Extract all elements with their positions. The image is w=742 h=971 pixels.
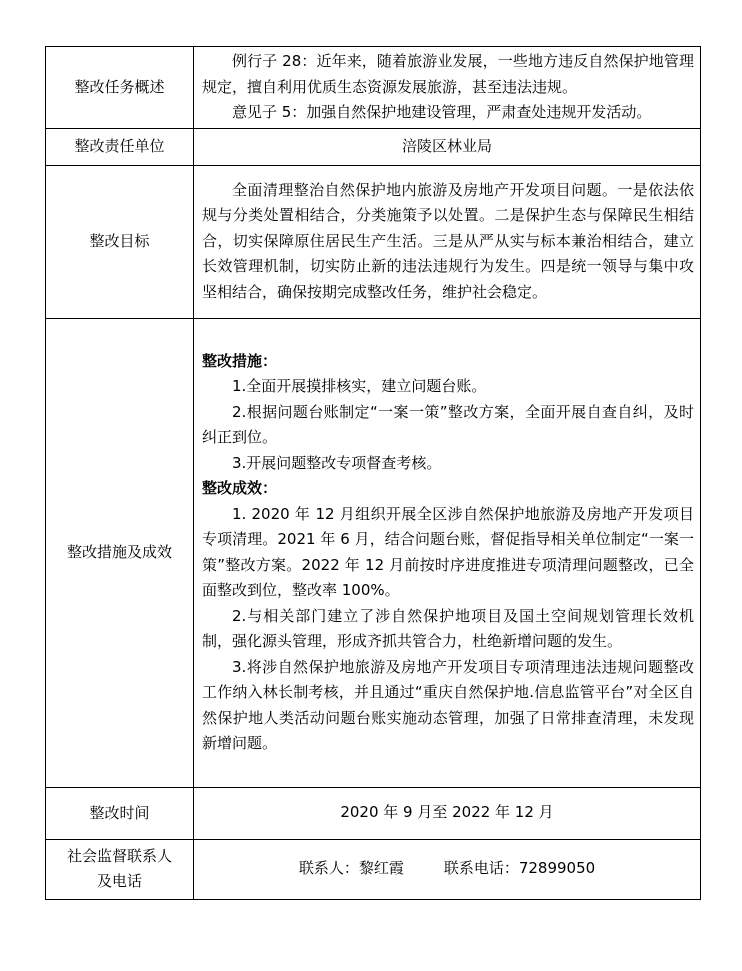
goal-text: 全面清理整治自然保护地内旅游及房地产开发项目问题。一是依法依规与分类处置相结合，分类施策予以处置。二是保护生态与保障民生相结合，切实保障原住居民生产生活。三是从严从实与标本兼治相结合，建立长效管理机制，切实防止新的违法违规行为发生。四是统一领导与集中攻坚相结合，确保按期完成整改任务，维护社会稳定。 [202,180,694,301]
results-heading: 整改成效： [202,479,278,497]
value-measures [194,318,701,787]
label-contact-line-1: 社会监督联系人 [66,847,172,865]
measure-item: 1.全面开展摸排核实，建立问题台账。 [232,377,487,395]
value-goal [194,165,701,318]
value-unit: 涪陵区林业局 [194,128,701,165]
row-measures [46,318,701,787]
label-goal: 整改目标 [46,165,194,318]
label-contact [46,839,194,899]
row-contact [46,839,701,899]
row-goal [46,165,701,318]
label-time: 整改时间 [46,787,194,839]
row-unit [46,128,701,165]
value-time: 2020 年 9 月至 2022 年 12 月 [194,787,701,839]
overview-line-2: 意见子 5：加强自然保护地建设管理，严肃查处违规开发活动。 [232,103,652,121]
label-measures: 整改措施及成效 [46,318,194,787]
measure-item: 2.根据问题台账制定“一案一策”整改方案，全面开展自查自纠，及时纠正到位。 [202,402,694,446]
result-item: 3.将涉自然保护地旅游及房地产开发项目专项清理违法违规问题整改工作纳入林长制考核，并且通过“重庆自然保护地.信息监管平台”对全区自然保护地人类活动问题台账实施动态管理，加强了日常排查清理，未发现新增问题。 [202,657,694,752]
overview-line-1: 例行子 28：近年来，随着旅游业发展，一些地方违反自然保护地管理规定，擅自利用优质生态资源发展旅游，甚至违法违规。 [202,52,694,96]
result-item: 1. 2020 年 12 月组织开展全区涉自然保护地旅游及房地产开发项目专项清理。2021 年 6 月，结合问题台账，督促指导相关单位制定“一案一策”整改方案。2022 年 12 月前按时序进度推进专项清理问题整改，已全面整改到位，整改率 100%。 [202,504,694,599]
value-overview [194,47,701,129]
label-contact-line-2: 及电话 [96,872,142,890]
label-unit: 整改责任单位 [46,128,194,165]
row-overview [46,47,701,129]
result-item: 2.与相关部门建立了涉自然保护地项目及国土空间规划管理长效机制，强化源头管理，形成齐抓共管合力，杜绝新增问题的发生。 [202,606,694,650]
contact-person: 联系人：黎红霞 [298,859,404,878]
rectification-table [45,46,701,900]
row-time [46,787,701,839]
measures-heading: 整改措施： [202,351,278,370]
contact-phone: 联系电话：72899050 [443,859,596,878]
measure-item: 3.开展问题整改专项督查考核。 [232,453,442,472]
label-overview: 整改任务概述 [46,47,194,129]
value-contact [194,839,701,899]
